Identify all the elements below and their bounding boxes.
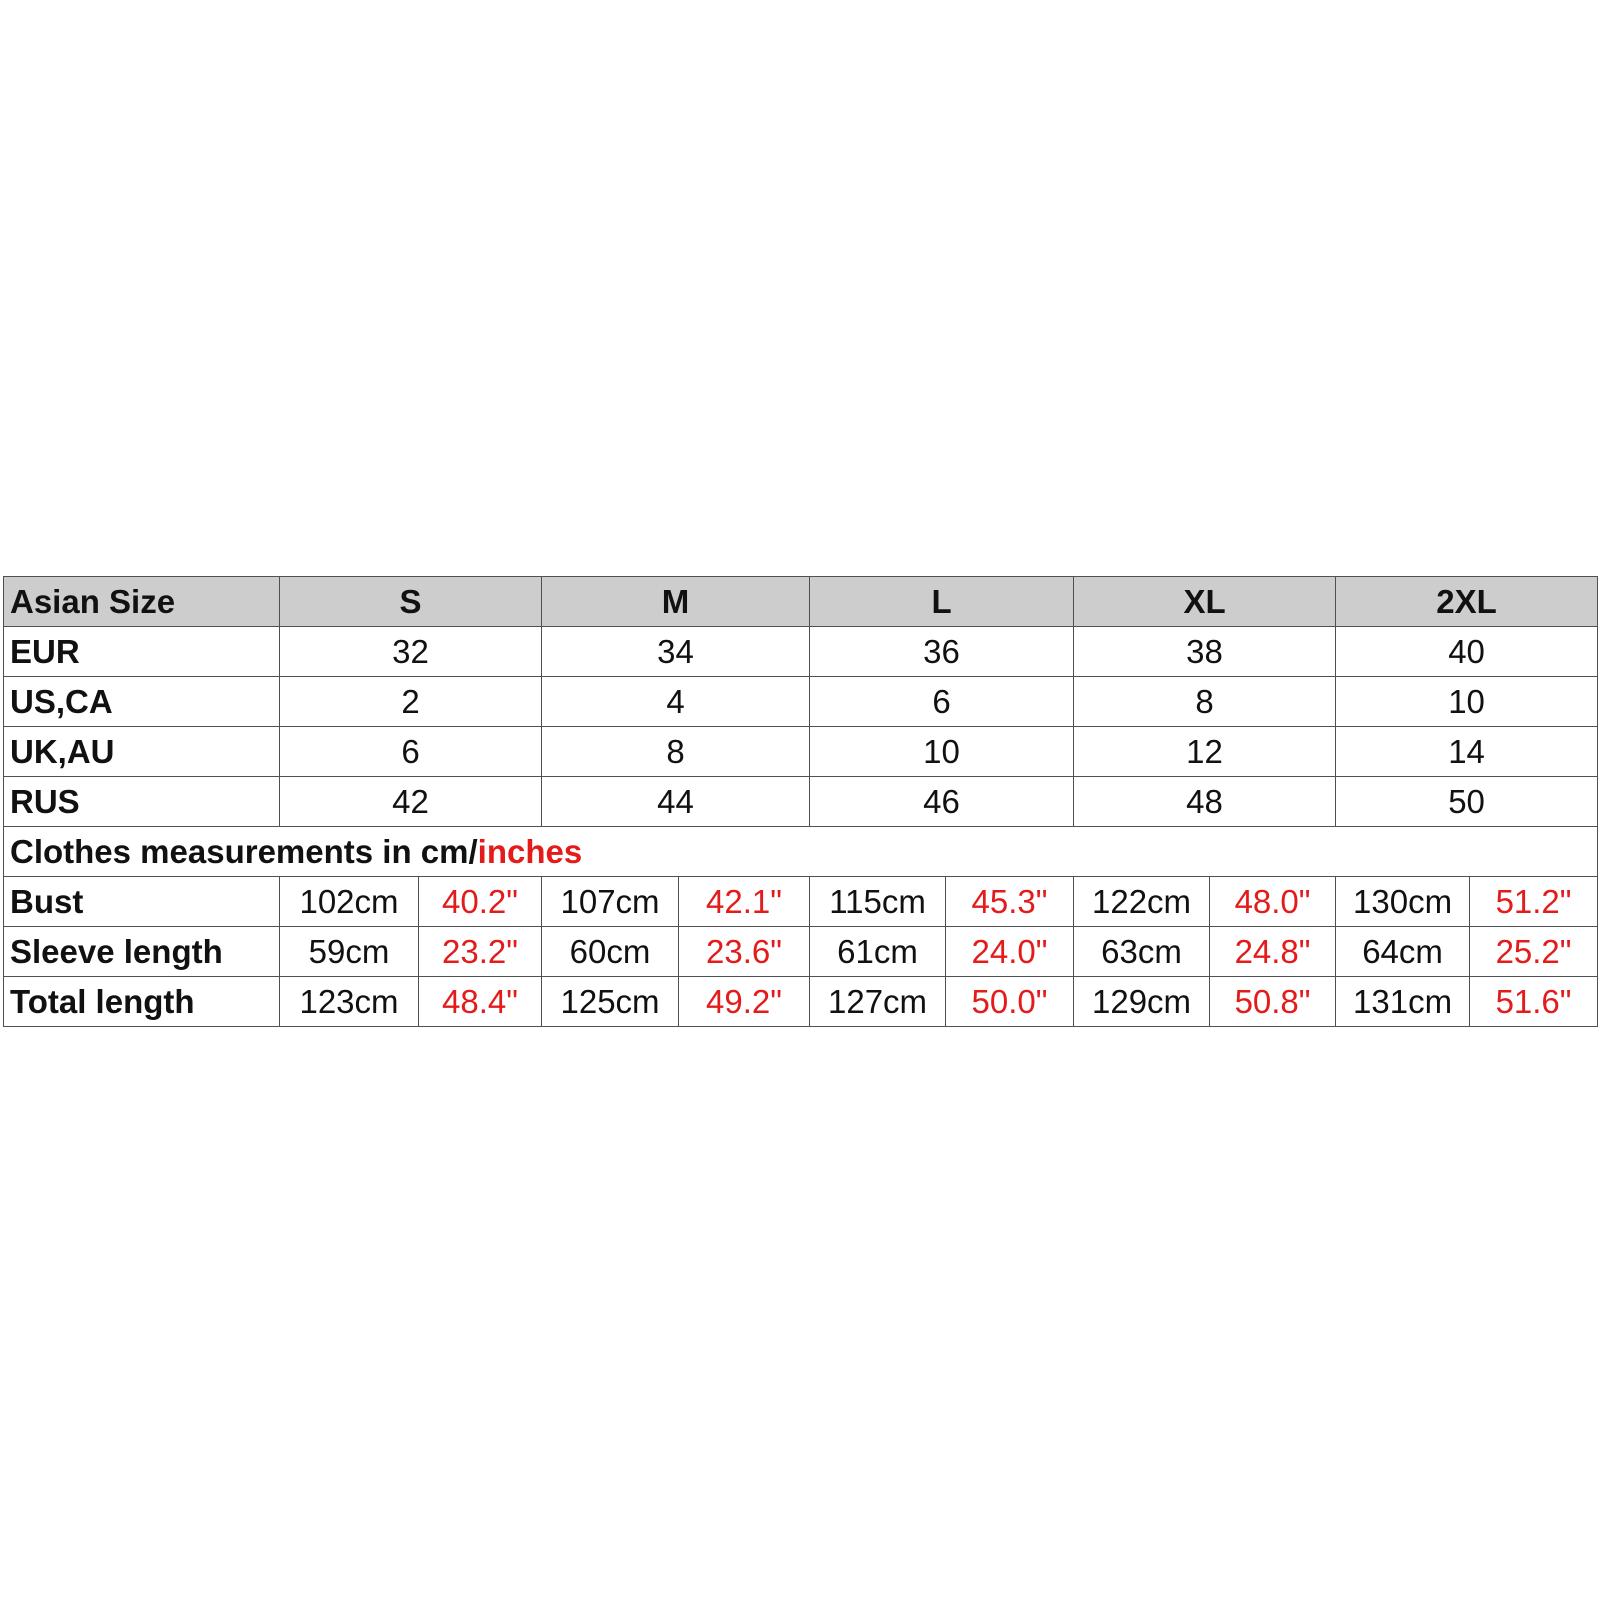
table-cell: 8 — [1074, 677, 1336, 727]
cm-cell: 115cm — [810, 877, 946, 927]
conversion-row-us-ca — [4, 677, 1598, 727]
row-label: Sleeve length — [4, 927, 280, 977]
row-label: Bust — [4, 877, 280, 927]
table-cell: 10 — [1336, 677, 1598, 727]
row-label: EUR — [4, 627, 280, 677]
cm-cell: 131cm — [1336, 977, 1470, 1027]
table-cell: 48 — [1074, 777, 1336, 827]
table-cell: 12 — [1074, 727, 1336, 777]
cm-cell: 125cm — [542, 977, 679, 1027]
measurements-title-highlight: inches — [477, 833, 583, 870]
cm-cell: 123cm — [280, 977, 419, 1027]
cm-cell: 60cm — [542, 927, 679, 977]
row-label: US,CA — [4, 677, 280, 727]
inch-cell: 50.0" — [946, 977, 1074, 1027]
size-header-s: S — [280, 577, 542, 627]
inch-cell: 48.0" — [1210, 877, 1336, 927]
table-cell: 46 — [810, 777, 1074, 827]
size-chart-table — [3, 576, 1598, 1027]
measurement-row-total-length — [4, 977, 1598, 1027]
size-system-header: Asian Size — [4, 577, 280, 627]
cm-cell: 107cm — [542, 877, 679, 927]
inch-cell: 48.4" — [419, 977, 542, 1027]
table-cell: 4 — [542, 677, 810, 727]
inch-cell: 45.3" — [946, 877, 1074, 927]
table-cell: 36 — [810, 627, 1074, 677]
conversion-row-uk-au — [4, 727, 1598, 777]
inch-cell: 50.8" — [1210, 977, 1336, 1027]
table-cell: 10 — [810, 727, 1074, 777]
inch-cell: 49.2" — [679, 977, 810, 1027]
inch-cell: 24.8" — [1210, 927, 1336, 977]
table-cell: 50 — [1336, 777, 1598, 827]
size-header-l: L — [810, 577, 1074, 627]
size-header-xl: XL — [1074, 577, 1336, 627]
size-header-2xl: 2XL — [1336, 577, 1598, 627]
inch-cell: 42.1" — [679, 877, 810, 927]
table-cell: 8 — [542, 727, 810, 777]
inch-cell: 51.6" — [1470, 977, 1598, 1027]
cm-cell: 122cm — [1074, 877, 1210, 927]
cm-cell: 61cm — [810, 927, 946, 977]
cm-cell: 127cm — [810, 977, 946, 1027]
measurements-section-row — [4, 827, 1598, 877]
measurements-title-prefix: Clothes measurements in cm/ — [10, 833, 478, 870]
measurement-row-bust — [4, 877, 1598, 927]
cm-cell: 64cm — [1336, 927, 1470, 977]
header-row — [4, 577, 1598, 627]
inch-cell: 23.2" — [419, 927, 542, 977]
cm-cell: 59cm — [280, 927, 419, 977]
row-label: UK,AU — [4, 727, 280, 777]
inch-cell: 24.0" — [946, 927, 1074, 977]
table-cell: 44 — [542, 777, 810, 827]
conversion-row-rus — [4, 777, 1598, 827]
cm-cell: 130cm — [1336, 877, 1470, 927]
conversion-row-eur — [4, 627, 1598, 677]
inch-cell: 40.2" — [419, 877, 542, 927]
inch-cell: 51.2" — [1470, 877, 1598, 927]
table-cell: 2 — [280, 677, 542, 727]
cm-cell: 63cm — [1074, 927, 1210, 977]
row-label: Total length — [4, 977, 280, 1027]
inch-cell: 23.6" — [679, 927, 810, 977]
size-header-m: M — [542, 577, 810, 627]
measurements-title — [4, 827, 1598, 877]
table-cell: 42 — [280, 777, 542, 827]
table-cell: 40 — [1336, 627, 1598, 677]
measurement-row-sleeve-length — [4, 927, 1598, 977]
table-cell: 32 — [280, 627, 542, 677]
cm-cell: 102cm — [280, 877, 419, 927]
cm-cell: 129cm — [1074, 977, 1210, 1027]
table-cell: 6 — [810, 677, 1074, 727]
row-label: RUS — [4, 777, 280, 827]
table-cell: 6 — [280, 727, 542, 777]
table-cell: 38 — [1074, 627, 1336, 677]
inch-cell: 25.2" — [1470, 927, 1598, 977]
table-cell: 14 — [1336, 727, 1598, 777]
table-cell: 34 — [542, 627, 810, 677]
